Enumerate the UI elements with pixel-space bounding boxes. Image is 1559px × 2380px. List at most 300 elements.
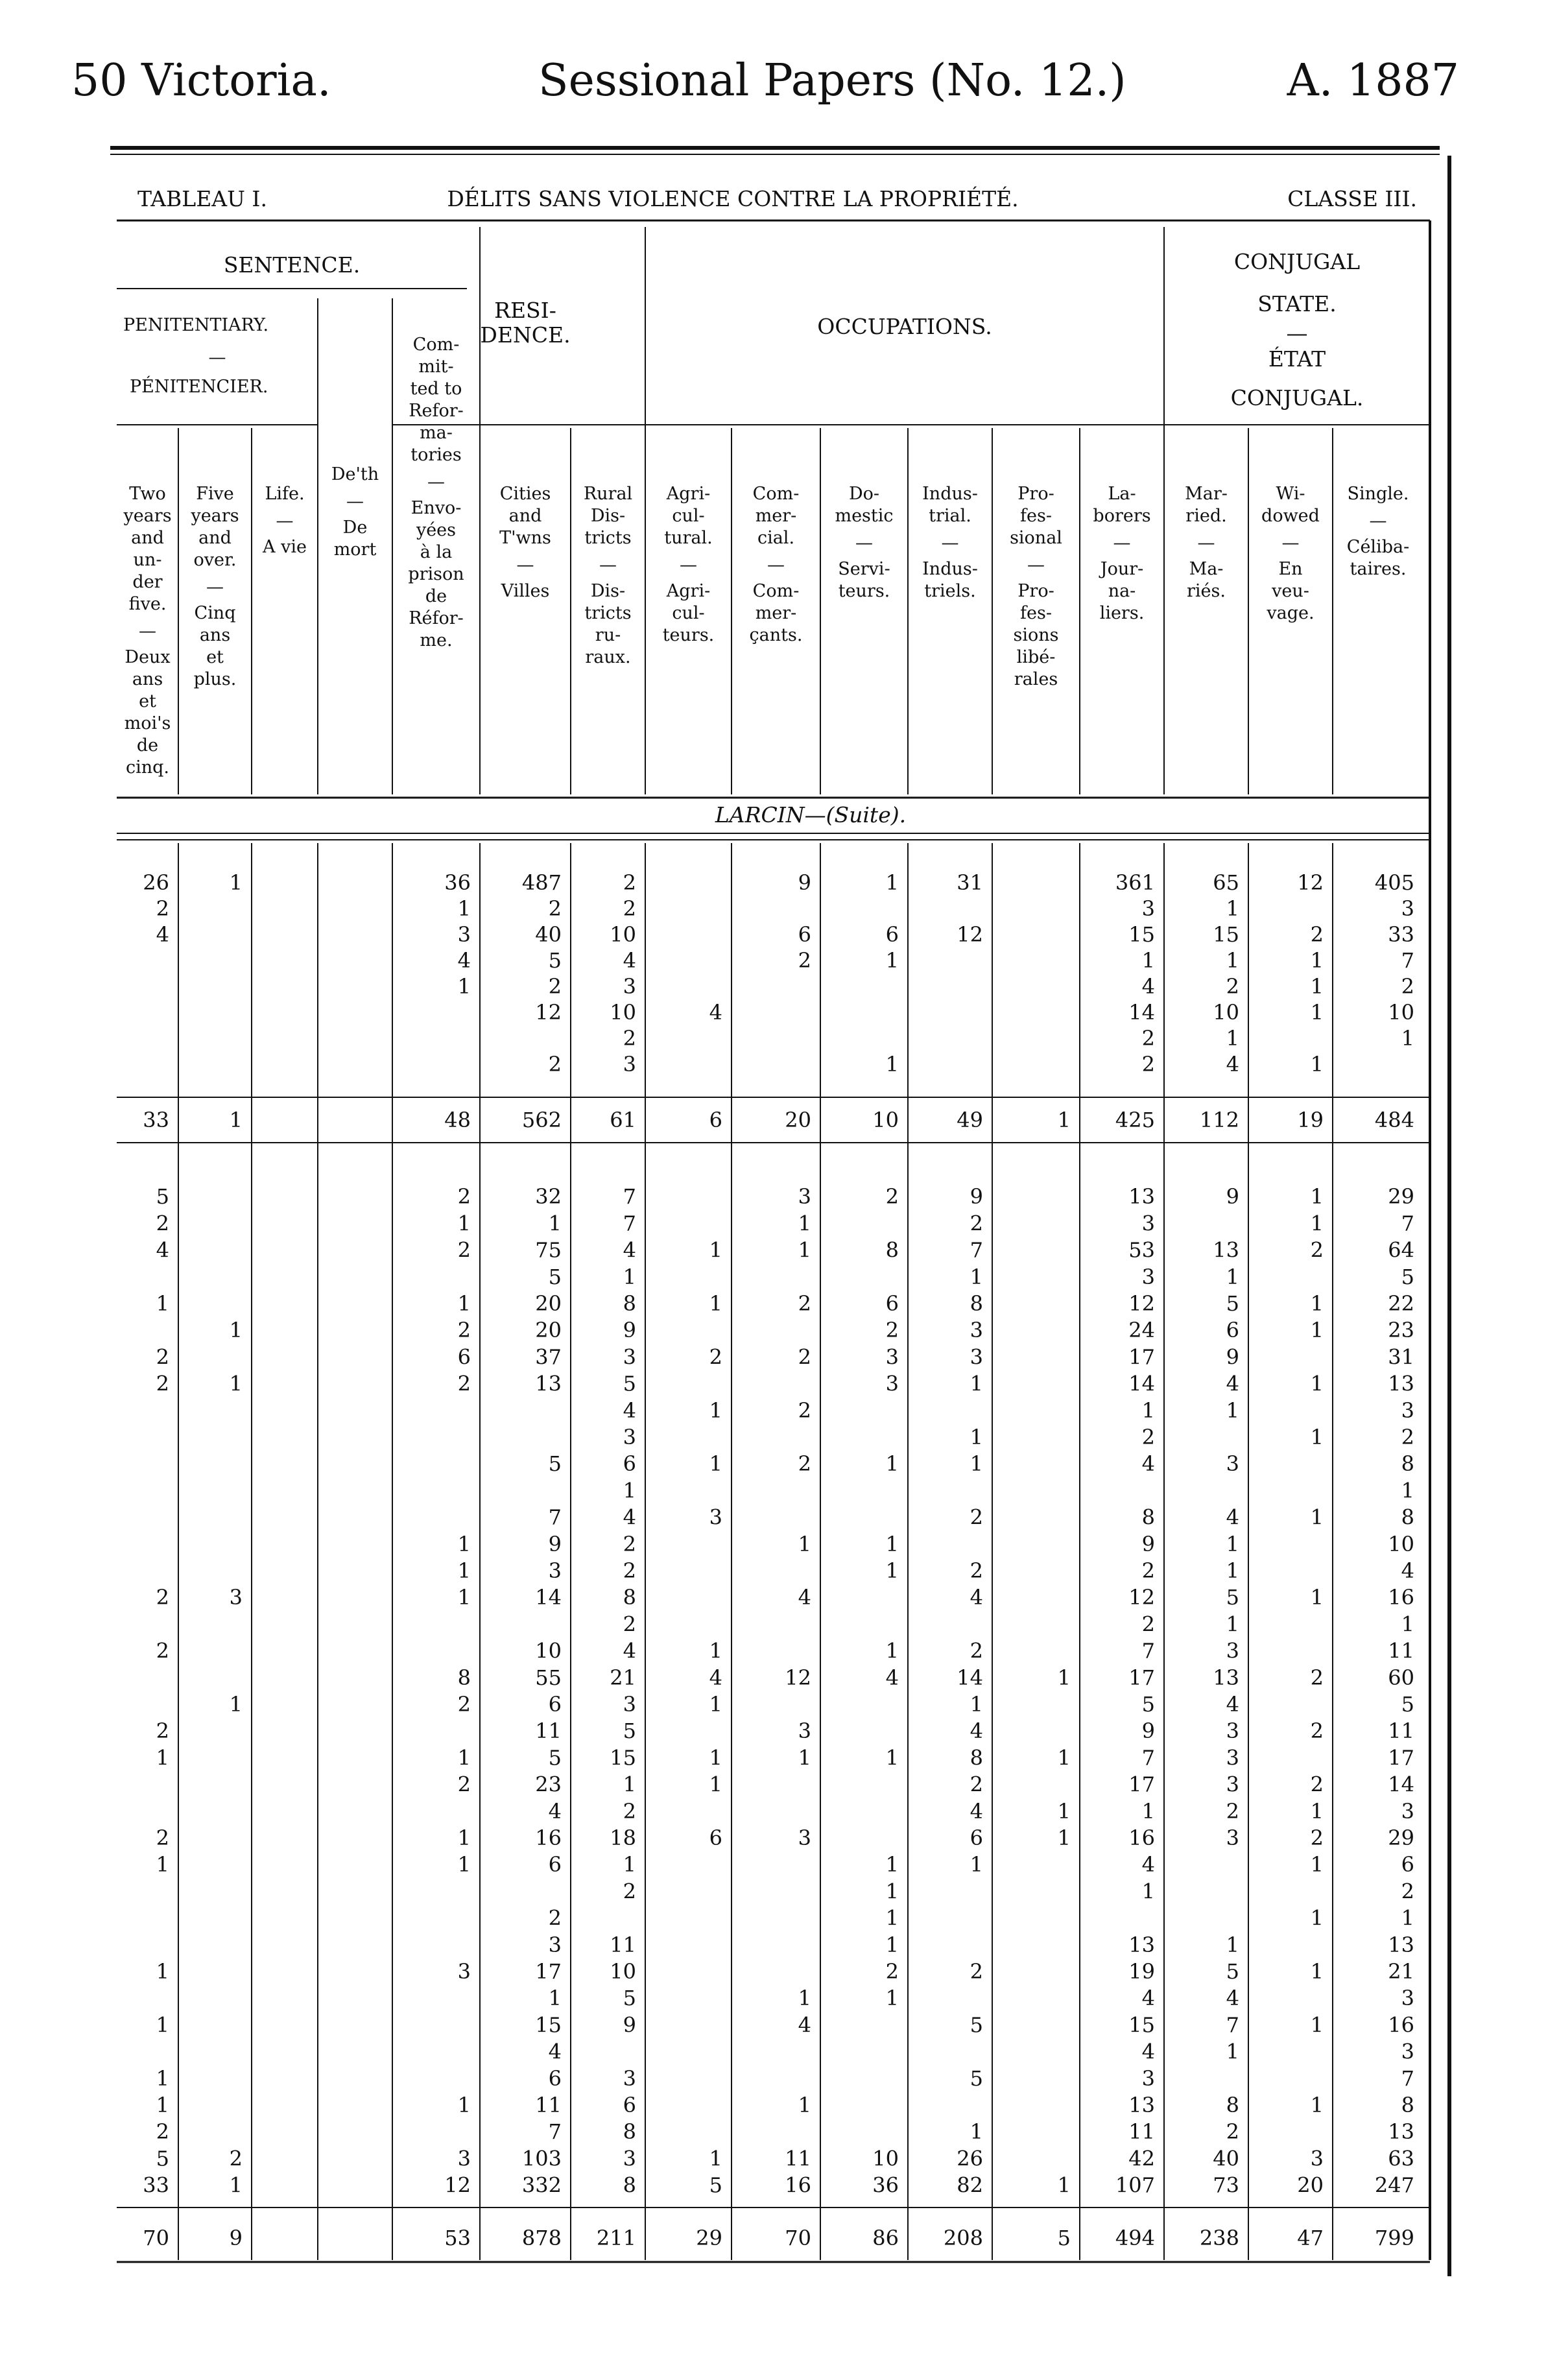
data-cell: 1 [623, 1478, 636, 1503]
heading-dash: — [680, 555, 697, 575]
data-cell: 8 [623, 2172, 636, 2198]
column-heading-fr: Jour- [1100, 559, 1144, 579]
total-cell: 878 [521, 2226, 562, 2250]
data-cell: 13 [1128, 2093, 1155, 2117]
data-cell: 5 [970, 2065, 983, 2091]
data-cell: 2 [1141, 1558, 1155, 1583]
data-cell: 2 [798, 948, 811, 973]
data-cell: 1 [1310, 1852, 1324, 1877]
data-cell: 7 [1401, 948, 1414, 973]
column-heading-en: borers [1093, 506, 1151, 526]
data-cell: 4 [709, 1000, 722, 1025]
data-cell: 5 [548, 1264, 562, 1289]
data-cell: 9 [970, 1184, 983, 1209]
data-cell: 5 [1401, 1692, 1414, 1717]
data-cell: 1 [1310, 2012, 1324, 2038]
data-cell: 1 [623, 1772, 636, 1797]
column-heading-en: cul- [672, 506, 705, 526]
data-cell: 1 [1310, 1505, 1324, 1530]
data-cell: 3 [1226, 1826, 1239, 1850]
data-cell: 6 [798, 922, 811, 947]
data-cell: 2 [798, 1291, 811, 1316]
data-cell: 5 [1226, 1585, 1239, 1610]
data-cell: 11 [610, 1932, 636, 1957]
data-cell: 3 [798, 1184, 811, 1209]
data-cell: 3 [1401, 1798, 1414, 1824]
data-cell: 1 [156, 2093, 169, 2117]
data-cell: 2 [885, 1184, 899, 1209]
column-heading-fr: cul- [672, 603, 705, 623]
data-cell: 2 [1401, 974, 1414, 999]
data-cell: 15 [1128, 922, 1155, 947]
column-heading-en: and [508, 506, 542, 526]
data-cell: 1 [885, 948, 899, 973]
data-cell: 1 [1310, 1371, 1324, 1396]
column-heading-en: tricts [584, 528, 632, 548]
data-cell: 2 [1310, 1772, 1324, 1797]
column-heading-fr: çants. [749, 625, 803, 645]
data-cell: 1 [1310, 1000, 1324, 1025]
data-cell: 2 [156, 1211, 169, 1236]
data-cell: 4 [623, 1237, 636, 1263]
data-cell: 1 [1310, 1959, 1324, 1984]
data-cell: 4 [623, 1638, 636, 1663]
data-cell: 12 [1297, 870, 1324, 895]
column-heading-en: mit- [418, 357, 454, 377]
data-cell: 1 [457, 1826, 471, 1850]
data-cell: 2 [156, 896, 169, 921]
column-heading-en: and [131, 528, 164, 548]
data-cell: 1 [709, 1398, 722, 1423]
data-cell: 2 [156, 1826, 169, 1850]
data-cell: 3 [548, 1558, 562, 1583]
data-cell: 1 [1057, 1798, 1071, 1824]
data-cell: 20 [535, 1318, 562, 1343]
data-cell: 11 [1128, 2119, 1155, 2145]
data-cell: 4 [1226, 1692, 1239, 1717]
heading-dash: — [346, 492, 364, 512]
column-heading-en: sional [1010, 528, 1062, 548]
data-cell: 3 [457, 1959, 471, 1984]
data-cell: 17 [1388, 1745, 1414, 1770]
data-cell: 3 [229, 1585, 243, 1610]
table-number: TABLEAU I. [137, 186, 267, 211]
data-cell: 1 [798, 2093, 811, 2117]
data-cell: 55 [535, 1665, 562, 1690]
column-heading-en: trial. [929, 506, 971, 526]
data-cell: 6 [1401, 1852, 1414, 1877]
data-cell: 13 [535, 1371, 562, 1396]
data-cell: 13 [1388, 1371, 1414, 1396]
data-cell: 2 [970, 1772, 983, 1797]
data-cell: 10 [610, 1000, 636, 1025]
data-cell: 2 [1401, 1879, 1414, 1904]
column-heading-fr: teurs. [662, 625, 715, 645]
data-cell: 5 [623, 1986, 636, 2011]
data-cell: 3 [1401, 2039, 1414, 2064]
data-cell: 4 [970, 1585, 983, 1610]
heading-dash: — [139, 621, 156, 641]
column-heading-fr: Villes [501, 581, 550, 601]
data-cell: 2 [457, 1692, 471, 1717]
data-cell: 29 [1388, 1184, 1414, 1209]
data-cell: 7 [1141, 1638, 1155, 1663]
table-title: DÉLITS SANS VIOLENCE CONTRE LA PROPRIÉTÉ. [447, 186, 1019, 211]
data-cell: 14 [535, 1585, 562, 1610]
data-cell: 13 [1128, 1932, 1155, 1957]
column-heading-fr: teurs. [838, 581, 890, 601]
data-cell: 3 [970, 1344, 983, 1370]
total-cell: 494 [1115, 2226, 1155, 2250]
column-heading-fr: Envo- [411, 498, 462, 518]
data-cell: 6 [970, 1826, 983, 1850]
data-cell: 4 [798, 1585, 811, 1610]
data-cell: 1 [709, 1692, 722, 1717]
data-cell: 15 [1213, 922, 1239, 947]
data-cell: 8 [623, 1291, 636, 1316]
column-heading-fr: rales [1014, 669, 1058, 689]
data-cell: 53 [1128, 1237, 1155, 1263]
data-cell: 20 [535, 1291, 562, 1316]
data-cell: 107 [1115, 2172, 1155, 2198]
data-cell: 8 [1141, 1505, 1155, 1530]
column-heading-en: over. [193, 550, 237, 570]
data-cell: 1 [885, 1852, 899, 1877]
data-cell: 1 [1401, 1478, 1414, 1503]
data-cell: 1 [970, 1425, 983, 1449]
subtotal-cell: 19 [1297, 1108, 1324, 1132]
column-heading-fr: mer- [755, 603, 797, 623]
data-cell: 9 [1226, 1184, 1239, 1209]
group-residence: RESI- [494, 298, 556, 323]
data-cell: 2 [457, 1318, 471, 1343]
column-heading-fr: et [139, 691, 156, 711]
data-cell: 9 [798, 870, 811, 895]
data-cell: 11 [535, 2093, 562, 2117]
data-cell: 31 [1388, 1344, 1414, 1370]
data-cell: 2 [457, 1772, 471, 1797]
data-cell: 12 [957, 922, 983, 947]
column-heading-fr: raux. [585, 647, 631, 667]
data-cell: 2 [548, 896, 562, 921]
data-cell: 2 [1310, 1826, 1324, 1850]
data-cell: 3 [1310, 2146, 1324, 2171]
data-cell: 13 [1213, 1237, 1239, 1263]
column-heading-en: Agri- [666, 484, 711, 504]
data-cell: 1 [1310, 1184, 1324, 1209]
data-cell: 8 [970, 1745, 983, 1770]
data-cell: 2 [623, 1798, 636, 1824]
data-cell: 5 [156, 1184, 169, 1209]
data-cell: 1 [1310, 948, 1324, 973]
data-cell: 1 [457, 1745, 471, 1770]
data-cell: 5 [1141, 1692, 1155, 1717]
data-cell: 7 [1401, 1211, 1414, 1236]
data-cell: 73 [1213, 2172, 1239, 2198]
data-cell: 1 [1057, 1745, 1071, 1770]
column-heading-fr: veu- [1272, 581, 1309, 601]
data-cell: 1 [457, 974, 471, 999]
data-cell: 2 [1141, 1026, 1155, 1051]
data-cell: 37 [535, 1344, 562, 1370]
data-cell: 10 [610, 1959, 636, 1984]
data-cell: 6 [709, 1826, 722, 1850]
group-sentence: SENTENCE. [223, 252, 361, 278]
column-heading-fr: na- [1108, 581, 1136, 601]
data-cell: 65 [1213, 870, 1239, 895]
data-cell: 1 [885, 1905, 899, 1931]
heading-dash: — [516, 555, 534, 575]
data-cell: 1 [156, 1745, 169, 1770]
section-label: LARCIN—(Suite). [715, 802, 907, 827]
heading-dash: — [1286, 320, 1308, 346]
column-heading-fr: prison [408, 564, 464, 584]
data-cell: 82 [957, 2172, 983, 2198]
column-heading-en: five. [128, 594, 167, 614]
data-cell: 8 [623, 1585, 636, 1610]
data-cell: 5 [623, 1371, 636, 1396]
data-cell: 4 [623, 948, 636, 973]
data-cell: 4 [623, 1505, 636, 1530]
data-cell: 1 [970, 1264, 983, 1289]
heading-dash: — [276, 511, 294, 531]
data-cell: 3 [623, 1692, 636, 1717]
data-cell: 1 [885, 1745, 899, 1770]
data-cell: 4 [1226, 1052, 1239, 1077]
data-cell: 8 [1226, 2093, 1239, 2117]
heading-dash: — [208, 348, 226, 368]
data-cell: 10 [1213, 1000, 1239, 1025]
data-cell: 2 [709, 1344, 722, 1370]
data-cell: 60 [1388, 1665, 1414, 1690]
data-cell: 33 [143, 2172, 169, 2198]
subtotal-cell: 49 [957, 1108, 983, 1132]
subtotal-cell: 61 [610, 1108, 636, 1132]
data-cell: 1 [1057, 1826, 1071, 1850]
data-cell: 6 [548, 1692, 562, 1717]
data-cell: 3 [1226, 1451, 1239, 1477]
column-heading-fr: Agri- [666, 581, 711, 601]
data-cell: 2 [623, 870, 636, 895]
column-heading-fr: Dis- [590, 581, 626, 601]
data-cell: 1 [1141, 1398, 1155, 1423]
data-cell: 7 [1401, 2065, 1414, 2091]
table-rules [110, 148, 1449, 2276]
data-cell: 18 [610, 1826, 636, 1850]
column-heading-fr: triels. [924, 581, 976, 601]
data-cell: 2 [623, 1531, 636, 1556]
column-heading-fr: mort [333, 540, 377, 560]
data-cell: 3 [623, 1344, 636, 1370]
data-cell: 14 [957, 1665, 983, 1690]
column-heading-fr: me. [420, 630, 453, 650]
column-heading-fr: De [342, 518, 368, 538]
data-cell: 1 [709, 1772, 722, 1797]
subtotal-cell: 562 [521, 1108, 562, 1132]
column-heading-en: ma- [420, 423, 453, 443]
data-cell: 4 [885, 1665, 899, 1690]
data-cell: 2 [970, 1959, 983, 1984]
data-cell: 1 [709, 1745, 722, 1770]
data-cell: 1 [1310, 1318, 1324, 1343]
data-cell: 16 [1388, 1585, 1414, 1610]
data-cell: 4 [156, 1237, 169, 1263]
column-heading-en: tories [411, 445, 462, 465]
column-heading-fr: de [136, 735, 159, 756]
data-cell: 487 [521, 870, 562, 895]
data-cell: 1 [1057, 2172, 1071, 2198]
data-cell: 3 [885, 1344, 899, 1370]
data-cell: 6 [457, 1344, 471, 1370]
data-cell: 1 [1310, 974, 1324, 999]
data-cell: 4 [1141, 974, 1155, 999]
column-heading-en: ted to [410, 379, 462, 399]
data-cell: 3 [1141, 896, 1155, 921]
data-cell: 11 [535, 1719, 562, 1744]
column-heading-fr: tricts [584, 603, 632, 623]
data-cell: 23 [1388, 1318, 1414, 1343]
data-cell: 103 [521, 2146, 562, 2171]
data-cell: 15 [610, 1745, 636, 1770]
data-cell: 8 [970, 1291, 983, 1316]
data-cell: 1 [1310, 1052, 1324, 1077]
heading-dash: — [206, 577, 224, 597]
data-cell: 1 [1310, 1291, 1324, 1316]
data-cell: 1 [1401, 1026, 1414, 1051]
data-cell: 3 [798, 1826, 811, 1850]
data-cell: 2 [623, 1026, 636, 1051]
subtotal-cell: 20 [785, 1108, 811, 1132]
column-heading-en: Do- [848, 484, 880, 504]
data-cell: 5 [156, 2146, 169, 2171]
data-cell: 3 [709, 1505, 722, 1530]
column-heading-en: Life. [265, 484, 305, 504]
data-cell: 8 [885, 1237, 899, 1263]
data-cell: 1 [885, 1052, 899, 1077]
total-cell: 29 [696, 2226, 722, 2250]
total-cell: 70 [143, 2226, 169, 2250]
data-cell: 1 [457, 896, 471, 921]
column-heading-fr: moi's [124, 713, 171, 733]
data-cell: 2 [1310, 1719, 1324, 1744]
data-cell: 3 [457, 2146, 471, 2171]
data-cell: 1 [885, 1531, 899, 1556]
data-cell: 17 [1128, 1772, 1155, 1797]
data-cell: 6 [623, 2093, 636, 2117]
data-cell: 8 [1401, 2093, 1414, 2117]
group-penitencier: PÉNITENCIER. [130, 377, 268, 397]
data-cell: 1 [457, 2093, 471, 2117]
table-class: CLASSE III. [1287, 186, 1417, 211]
data-cell: 1 [709, 1237, 722, 1263]
data-cell: 9 [623, 1318, 636, 1343]
data-cell: 8 [457, 1665, 471, 1690]
data-cell: 1 [798, 1986, 811, 2011]
total-cell: 238 [1199, 2226, 1239, 2250]
heading-dash: — [1197, 533, 1215, 553]
data-cell: 1 [457, 1211, 471, 1236]
column-heading-fr: Cinq [194, 603, 236, 623]
data-cell: 1 [548, 1211, 562, 1236]
data-cell: 8 [1401, 1505, 1414, 1530]
data-cell: 2 [548, 974, 562, 999]
data-cell: 75 [535, 1237, 562, 1263]
data-cell: 12 [535, 1000, 562, 1025]
column-heading-fr: Servi- [838, 559, 890, 579]
data-cell: 9 [548, 1531, 562, 1556]
data-cell: 332 [521, 2172, 562, 2198]
total-cell: 47 [1297, 2226, 1324, 2250]
data-cell: 3 [1226, 1638, 1239, 1663]
data-cell: 2 [1310, 1665, 1324, 1690]
heading-dash: — [427, 472, 445, 492]
column-heading-en: mestic [835, 506, 894, 526]
column-heading-fr: ans [132, 669, 163, 689]
data-cell: 17 [535, 1959, 562, 1984]
data-cell: 63 [1388, 2146, 1414, 2171]
data-cell: 6 [623, 1451, 636, 1477]
data-cell: 2 [156, 1638, 169, 1663]
data-cell: 1 [885, 1879, 899, 1904]
data-cell: 1 [1226, 1612, 1239, 1637]
data-cell: 7 [548, 2119, 562, 2145]
data-cell: 4 [457, 948, 471, 973]
data-cell: 1 [457, 1585, 471, 1610]
data-cell: 1 [1057, 1665, 1071, 1690]
heading-dash: — [767, 555, 785, 575]
group-conjugal: CONJUGAL. [1230, 385, 1364, 411]
data-cell: 5 [1226, 1291, 1239, 1316]
data-cell: 4 [1141, 1852, 1155, 1877]
data-cell: 36 [872, 2172, 899, 2198]
data-cell: 3 [623, 2146, 636, 2171]
data-cell: 26 [957, 2146, 983, 2171]
group-occupations: OCCUPATIONS. [817, 314, 992, 339]
data-cell: 2 [457, 1184, 471, 1209]
total-cell: 53 [444, 2226, 471, 2250]
data-cell: 15 [535, 2012, 562, 2038]
data-cell: 5 [1226, 1959, 1239, 1984]
column-heading-fr: libé- [1016, 647, 1056, 667]
data-cell: 6 [548, 1852, 562, 1877]
data-cell: 9 [1141, 1531, 1155, 1556]
group-residence: DENCE. [480, 322, 571, 348]
column-heading-fr: Céliba- [1346, 537, 1410, 557]
data-cell: 3 [623, 2065, 636, 2091]
data-cell: 29 [1388, 1826, 1414, 1850]
data-cell: 40 [1213, 2146, 1239, 2171]
table-body [143, 870, 1414, 2250]
data-cell: 2 [1141, 1425, 1155, 1449]
column-heading-fr: A vie [263, 537, 307, 557]
column-heading-fr: et [206, 647, 224, 667]
data-cell: 1 [885, 1638, 899, 1663]
data-cell: 8 [1401, 1451, 1414, 1477]
data-cell: 2 [1310, 1237, 1324, 1263]
data-cell: 1 [885, 1451, 899, 1477]
data-cell: 1 [457, 1531, 471, 1556]
data-cell: 21 [1388, 1959, 1414, 1984]
data-cell: 16 [1128, 1826, 1155, 1850]
group-penitentiary: PENITENTIARY. [123, 315, 269, 335]
data-cell: 1 [1226, 1558, 1239, 1583]
subtotal-cell: 425 [1115, 1108, 1155, 1132]
data-cell: 2 [229, 2146, 243, 2171]
data-cell: 13 [1388, 2119, 1414, 2145]
data-cell: 1 [709, 1291, 722, 1316]
data-cell: 2 [1141, 1052, 1155, 1077]
data-cell: 1 [229, 1318, 243, 1343]
